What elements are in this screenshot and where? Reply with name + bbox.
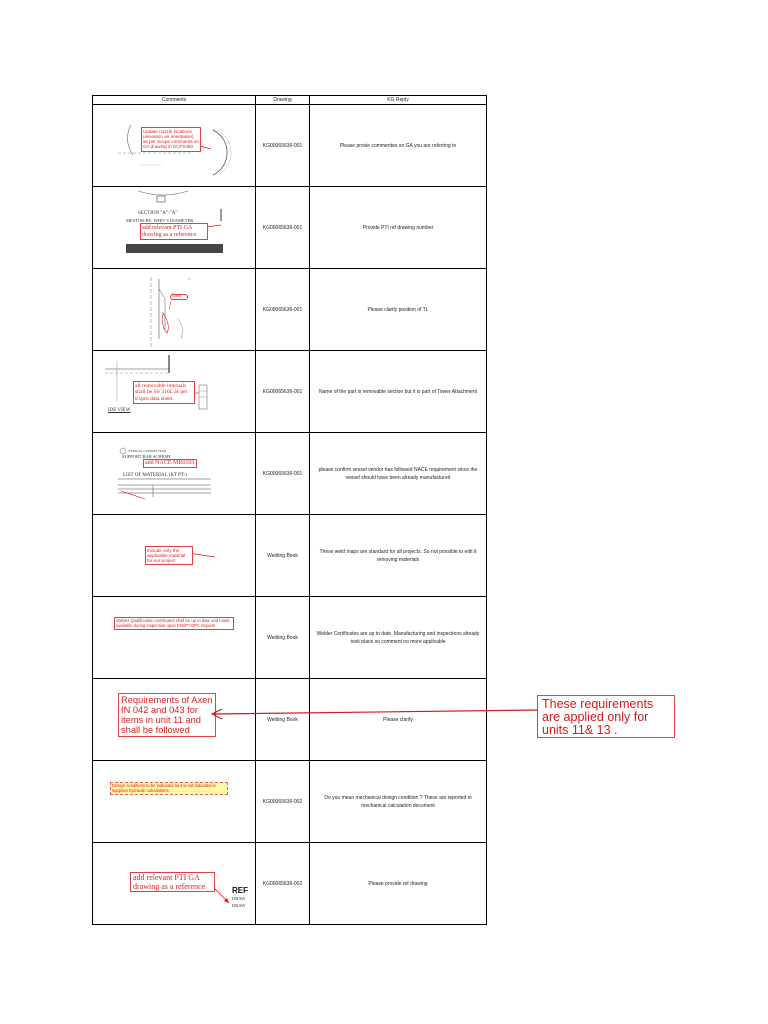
markup-comment-box: add NACE MR0103 xyxy=(143,459,197,468)
material-list-label: LIST OF MATERIAL (KT PT-) xyxy=(123,473,187,478)
reply-cell: Provide PTI ref drawing number xyxy=(310,187,487,269)
reply-cell: Please clarify position of TL xyxy=(310,269,487,351)
header-comments: Comments xyxy=(93,96,256,105)
reply-cell: Name of the part is removable section but it is part of Tower Attachment xyxy=(310,351,487,433)
ref-label: REF xyxy=(232,886,248,895)
drawing-cell: KG00065636-001 xyxy=(256,351,310,433)
header-drawing: Drawing xyxy=(256,96,310,105)
drawing-cell: KG00065636-002 xyxy=(256,843,310,925)
markup-comment-box: Update nozzle locations (elevation an orientation) as per Scope comments on GA drawing in DCFS450 xyxy=(141,127,201,152)
drawing-cell: Welding Book xyxy=(256,515,310,597)
reply-cell: These weld maps are standard for all projects. So not possible to edit it removing materials xyxy=(310,515,487,597)
drawing-cell: KG00065636-002 xyxy=(256,761,310,843)
markup-comment-box: add relevant PTI GA drawing as a reference xyxy=(140,223,208,240)
markup-comment-box: all removable internals shall be SS 316L as per Expro data sheet. xyxy=(133,381,195,404)
draw-label: DRAW xyxy=(232,896,246,901)
reply-cell: Please provie commentes on GA you are referring to xyxy=(310,105,487,187)
markup-comment-box: check xyxy=(170,294,188,300)
markup-comment-box: Requirements of Axen IN 042 and 043 for items in unit 11 and shall be followed xyxy=(118,693,216,737)
header-kg-reply: KG Reply xyxy=(310,96,487,105)
drawing-cell: Welding Book xyxy=(256,597,310,679)
reply-cell: Welder Certificates are up to date. Manufacturing and inspections already took place so comment no more applicable xyxy=(310,597,487,679)
callout-annotation-box: These requirements are applied only for units 11& 13 . xyxy=(537,695,675,738)
reply-cell: Please clarify xyxy=(310,679,487,761)
drawing-cell: KG00065636-001 xyxy=(256,269,310,351)
drawing-cell: KG00065636-001 xyxy=(256,433,310,515)
support-bar-label: SUPPORT BAR SCHEME xyxy=(122,454,172,459)
markup-comment-box: Include only the applicable material for our project xyxy=(145,546,193,565)
reply-cell: Do you mean mechanical design condition ? These are reported in mechanical calculation document xyxy=(310,761,487,843)
reply-cell: Please provide ref drawing xyxy=(310,843,487,925)
ide-view-label: IDE VIEW xyxy=(108,408,131,413)
markup-comment-box: add relevant PTI GA drawing as a reference xyxy=(130,872,215,892)
section-sub-label: MESTOR-RE. WHIT S DIAMETER xyxy=(126,218,194,223)
drawing-cell: KG00065636-001 xyxy=(256,105,310,187)
markup-comment-box: Design conditions to be indicated as it is not indicated in supplied hydraulic calculations xyxy=(110,782,228,795)
reply-cell: please confirm vessel vendor has followed NACE requirement since the vessel should have been already manufactured xyxy=(310,433,487,515)
draw-label-2: DRAW xyxy=(232,903,246,908)
drawing-cell: KG00065636-001 xyxy=(256,187,310,269)
markup-comment-box: Welder Qualification certificates shall be up to date and made available during inspection upon ENI/PYOPC request xyxy=(114,617,234,630)
drawing-cell: Welding Book xyxy=(256,679,310,761)
typical-connection-label: TYPICAL CONNECTION xyxy=(128,449,167,453)
section-label: SECTION "A"-"A" xyxy=(138,211,178,216)
